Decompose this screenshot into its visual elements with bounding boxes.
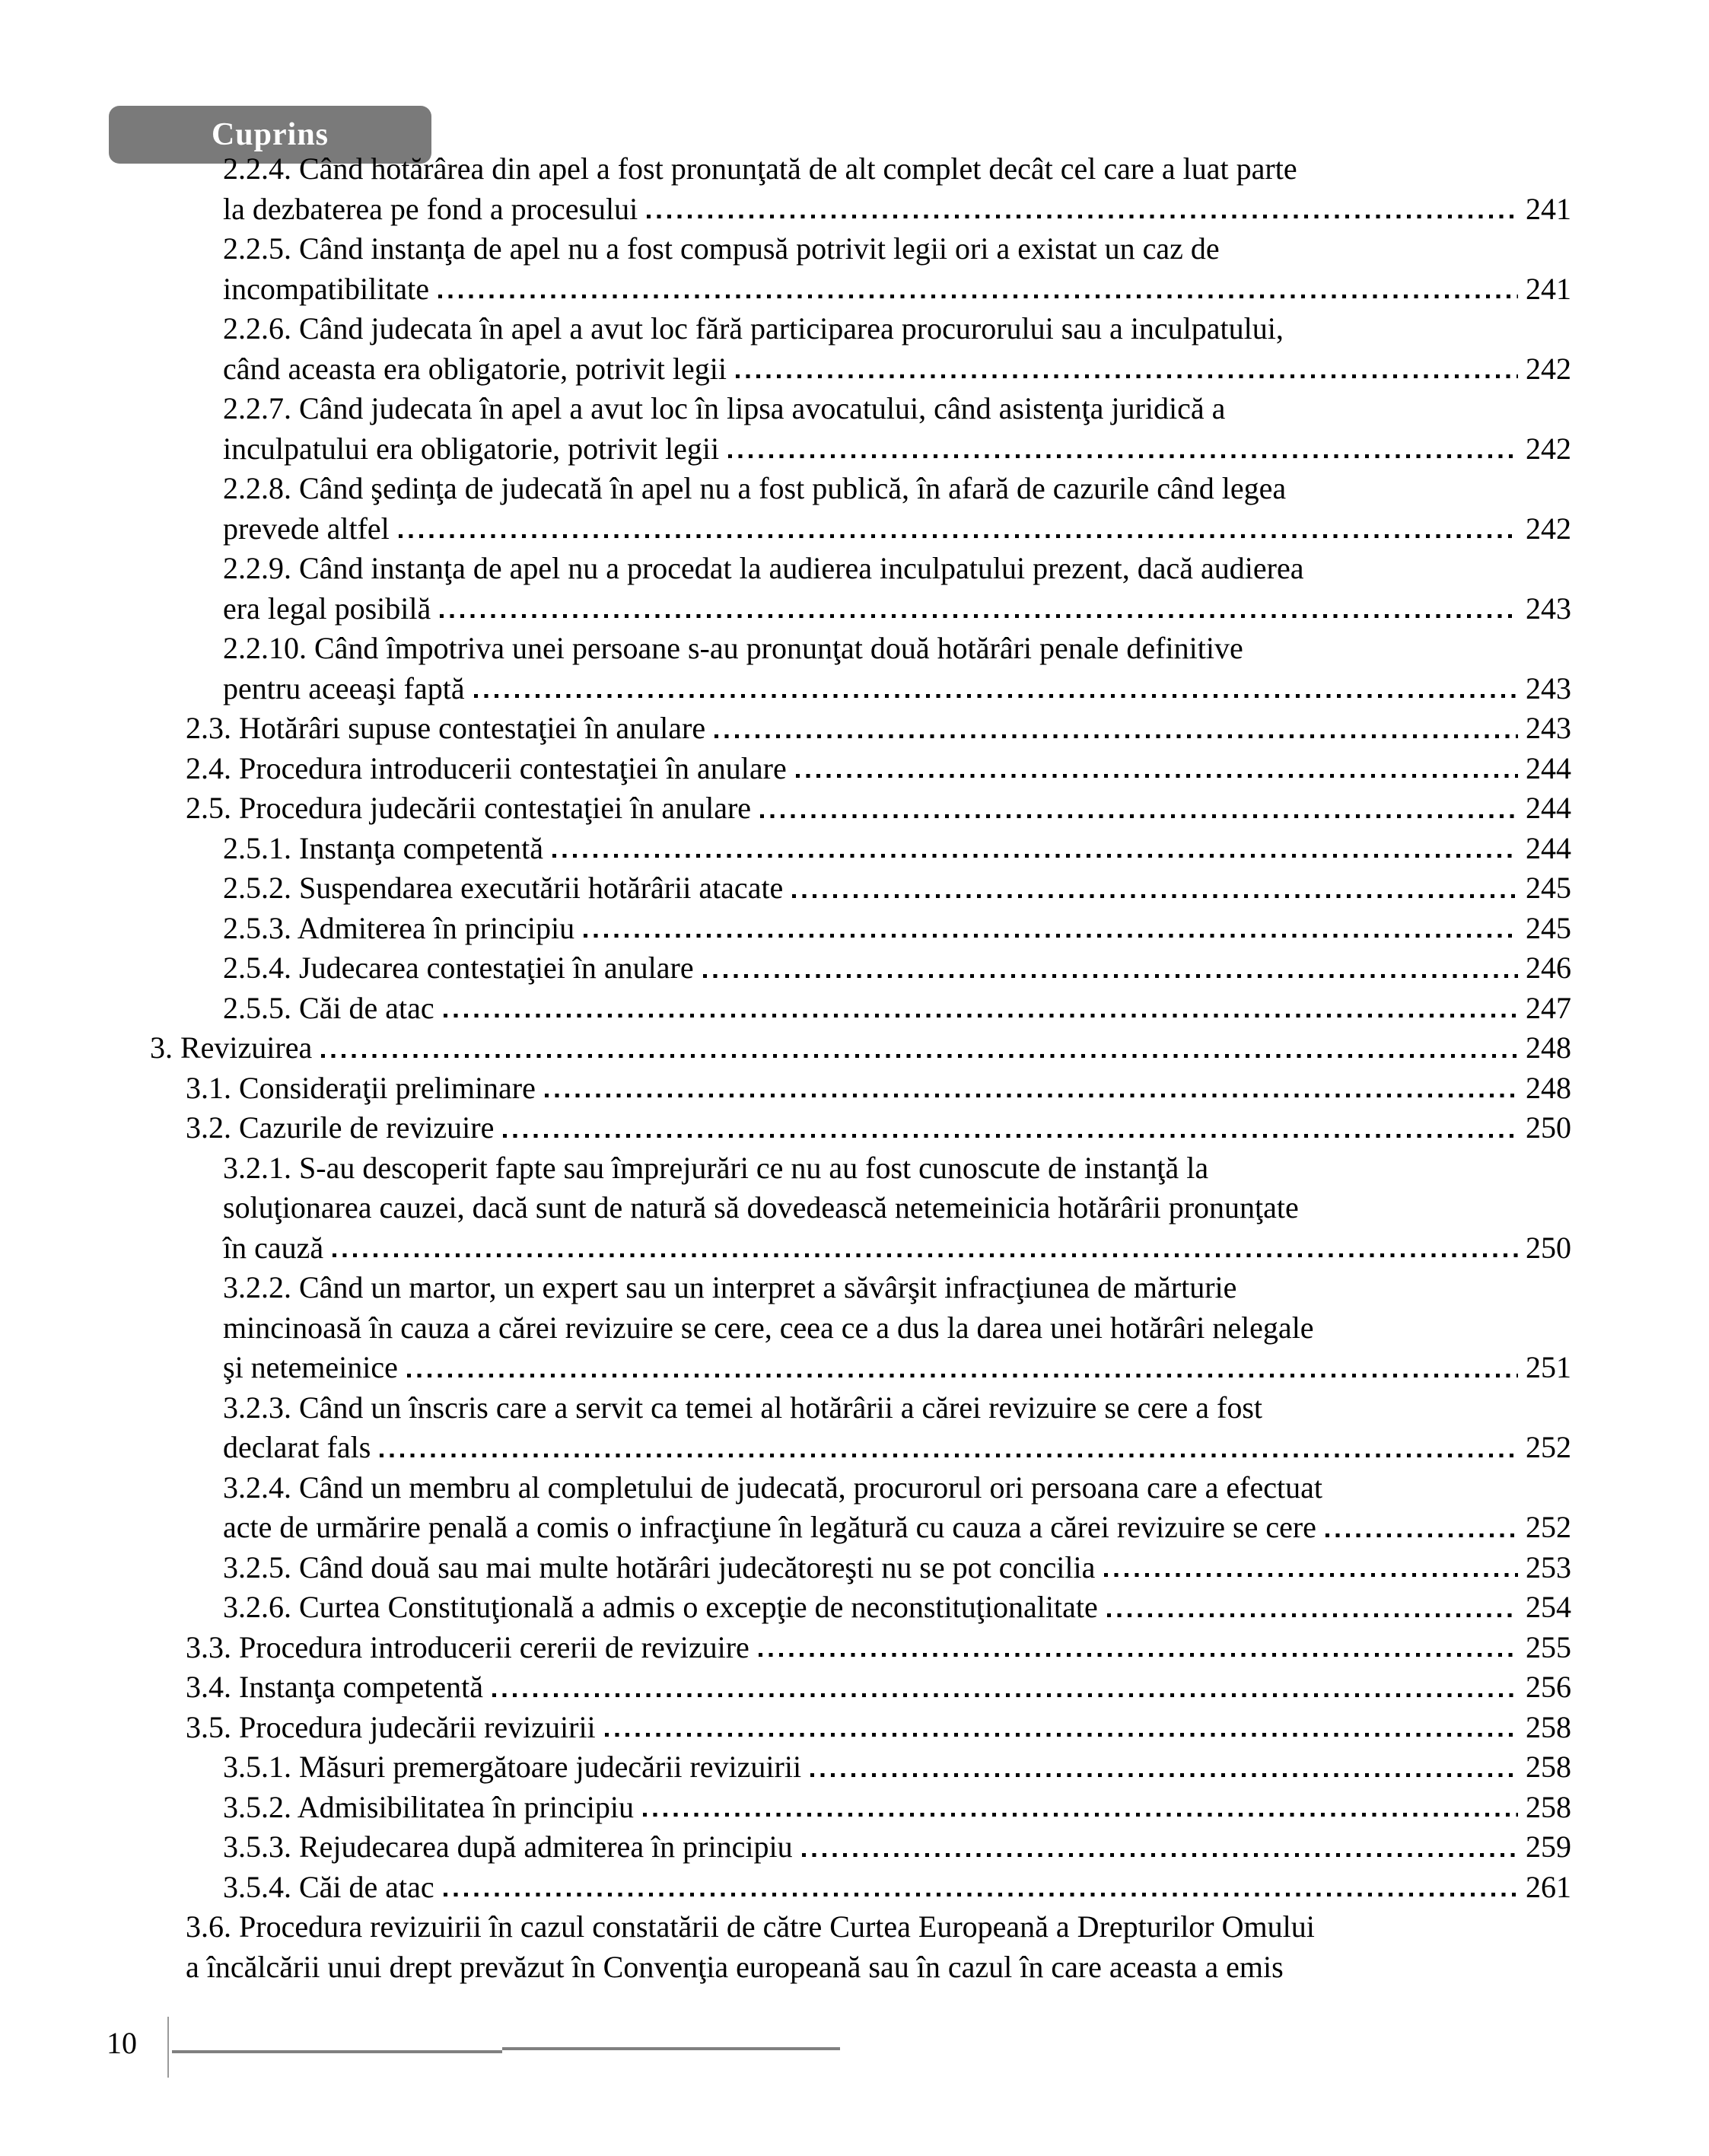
footer-page-number: 10 — [107, 2026, 137, 2060]
dot-leader — [714, 734, 1518, 738]
toc-line — [150, 1188, 1571, 1228]
toc-line — [150, 549, 1571, 589]
dot-leader — [545, 1094, 1518, 1097]
toc-page-number: 244 — [1526, 830, 1571, 865]
toc-line — [150, 1148, 1571, 1189]
toc-page-number: 248 — [1526, 1070, 1571, 1105]
toc-page-number: 242 — [1526, 511, 1571, 546]
toc-entry-text: 2.5. Procedura judecării contestaţiei în anulare — [186, 791, 752, 825]
toc-page-number: 253 — [1526, 1549, 1571, 1584]
toc-line — [150, 1907, 1571, 1947]
toc-page-number: 247 — [1526, 990, 1571, 1025]
toc-page-number: 246 — [1526, 951, 1571, 985]
toc-page-number: 261 — [1526, 1869, 1571, 1904]
toc-page-number: 258 — [1526, 1709, 1571, 1744]
toc-entry-text: 3.2.3. Când un înscris care a servit ca temei al hotărârii a cărei revizuire se cere a fost — [223, 1390, 1263, 1425]
toc-line — [150, 389, 1571, 429]
dot-leader — [1104, 1573, 1518, 1577]
footer-rule-horizontal-left — [172, 2050, 502, 2053]
toc-line — [150, 469, 1571, 509]
toc-entry-text: 3.5.4. Căi de atac — [223, 1869, 434, 1904]
toc-entry-text: 2.5.1. Instanţa competentă — [223, 830, 543, 865]
toc-line — [150, 788, 1571, 829]
toc-line — [150, 909, 1571, 949]
toc-line — [150, 1508, 1571, 1548]
toc-entry-text: 2.5.3. Admiterea în principiu — [223, 910, 575, 945]
dot-leader — [474, 694, 1518, 698]
toc-line — [150, 948, 1571, 989]
toc-entry-text: la dezbaterea pe fond a procesului — [223, 191, 638, 226]
toc-page-number: 243 — [1526, 591, 1571, 626]
toc-entry-text: 2.2.7. Când judecata în apel a avut loc în lipsa avocatului, când asistenţa juridică a — [223, 391, 1226, 425]
toc-entry-text: 3.5.2. Admisibilitatea în principiu — [223, 1789, 634, 1824]
toc-line — [150, 1667, 1571, 1708]
dot-leader — [333, 1253, 1518, 1257]
dot-leader — [703, 974, 1518, 978]
dot-leader — [440, 614, 1518, 618]
toc-line — [150, 1108, 1571, 1148]
toc-entry-text: 3.2.5. Când două sau mai multe hotărâri judecătoreşti nu se pot concilia — [223, 1549, 1096, 1584]
toc-entry-text: 3.5.3. Rejudecarea după admiterea în principiu — [223, 1830, 793, 1864]
toc-page-number: 255 — [1526, 1629, 1571, 1664]
dot-leader — [380, 1454, 1518, 1457]
toc-entry-text: 3.4. Instanţa competentă — [186, 1670, 483, 1704]
footer-rule-horizontal-right — [502, 2047, 840, 2050]
toc-page-number: 241 — [1526, 191, 1571, 226]
toc-page-number: 248 — [1526, 1030, 1571, 1065]
footer-rule-vertical — [167, 2017, 169, 2078]
dot-leader — [492, 1693, 1518, 1697]
toc-line — [150, 1268, 1571, 1308]
toc-entry-text: 2.2.6. Când judecata în apel a avut loc fără participarea procurorului sau a inculpatului, — [223, 311, 1284, 346]
dot-leader — [759, 1653, 1518, 1657]
toc-line — [150, 1588, 1571, 1628]
toc-page-number: 242 — [1526, 431, 1571, 466]
dot-leader — [792, 894, 1518, 898]
toc-line — [150, 429, 1571, 470]
dot-leader — [1107, 1613, 1518, 1617]
table-of-contents — [150, 149, 1571, 1987]
dot-leader — [796, 774, 1518, 778]
toc-entry-text: 3.2.2. Când un martor, un expert sau un interpret a săvârşit infracţiunea de mărturie — [223, 1270, 1237, 1304]
toc-entry-text: declarat fals — [223, 1430, 371, 1464]
toc-line — [150, 229, 1571, 269]
dot-leader — [647, 215, 1518, 218]
toc-line — [150, 1708, 1571, 1748]
toc-page-number: 243 — [1526, 711, 1571, 745]
toc-entry-text: 3.1. Consideraţii preliminare — [186, 1070, 536, 1105]
dot-leader — [810, 1773, 1518, 1777]
toc-entry-text: 2.2.4. Când hotărârea din apel a fost pronunţată de alt complet decât cel care a luat parte — [223, 151, 1297, 186]
dot-leader — [444, 1014, 1518, 1017]
toc-entry-text: 3.2.6. Curtea Constituţională a admis o excepţie de neconstituţionalitate — [223, 1590, 1098, 1624]
toc-line — [150, 509, 1571, 549]
dot-leader — [503, 1134, 1518, 1138]
toc-line — [150, 1028, 1571, 1068]
toc-line — [150, 1868, 1571, 1908]
toc-entry-text: 2.5.4. Judecarea contestaţiei în anulare — [223, 951, 694, 985]
toc-page-number: 252 — [1526, 1430, 1571, 1464]
toc-line — [150, 349, 1571, 390]
toc-entry-text: 3.2.4. Când un membru al completului de judecată, procurorul ori persoana care a efectuat — [223, 1470, 1322, 1505]
toc-page-number: 250 — [1526, 1230, 1571, 1265]
dot-leader — [407, 1374, 1518, 1377]
toc-page-number: 250 — [1526, 1110, 1571, 1145]
toc-entry-text: 2.5.2. Suspendarea executării hotărârii atacate — [223, 871, 784, 905]
toc-entry-text: soluţionarea cauzei, dacă sunt de natură să dovedească netemeinicia hotărârii pronunţate — [223, 1190, 1299, 1224]
toc-line — [150, 189, 1571, 230]
toc-line — [150, 1428, 1571, 1468]
dot-leader — [438, 295, 1518, 298]
toc-entry-text: era legal posibilă — [223, 591, 431, 626]
toc-entry-text: 3.6. Procedura revizuirii în cazul constatării de către Curtea Europeană a Drepturilor Omului — [186, 1909, 1315, 1944]
dot-leader — [399, 534, 1518, 538]
dot-leader — [728, 454, 1518, 458]
toc-entry-text: incompatibilitate — [223, 271, 430, 306]
toc-entry-text: pentru aceeaşi faptă — [223, 670, 465, 705]
dot-leader — [643, 1813, 1518, 1817]
dot-leader — [444, 1893, 1518, 1896]
toc-page-number: 243 — [1526, 670, 1571, 705]
toc-entry-text: a încălcării unui drept prevăzut în Convenţia europeană sau în cazul în care aceasta a emis — [186, 1949, 1284, 1984]
toc-entry-text: 2.2.8. Când şedinţa de judecată în apel nu a fost publică, în afară de cazurile când legea — [223, 471, 1287, 505]
toc-line — [150, 309, 1571, 349]
toc-line — [150, 1548, 1571, 1588]
toc-line — [150, 868, 1571, 909]
toc-entry-text: acte de urmărire penală a comis o infracţiune în legătură cu cauza a cărei revizuire se cere — [223, 1510, 1316, 1544]
toc-line — [150, 149, 1571, 189]
toc-line — [150, 1628, 1571, 1668]
toc-page-number: 256 — [1526, 1670, 1571, 1704]
dot-leader — [605, 1733, 1518, 1737]
toc-entry-text: 3.5.1. Măsuri premergătoare judecării revizuirii — [223, 1750, 802, 1784]
toc-line — [150, 1827, 1571, 1868]
toc-line — [150, 269, 1571, 310]
toc-entry-text: 3.3. Procedura introducerii cererii de revizuire — [186, 1629, 749, 1664]
toc-entry-text: mincinoasă în cauza a cărei revizuire se cere, ceea ce a dus la darea unei hotărâri nelegale — [223, 1310, 1314, 1345]
toc-line — [150, 749, 1571, 789]
dot-leader — [736, 374, 1518, 378]
dot-leader — [552, 854, 1518, 858]
toc-line — [150, 1068, 1571, 1109]
toc-line — [150, 589, 1571, 629]
toc-entry-text: 3.2.1. S-au descoperit fapte sau împrejurări ce nu au fost cunoscute de instanţă la — [223, 1150, 1209, 1185]
toc-entry-text: 2.4. Procedura introducerii contestaţiei în anulare — [186, 750, 787, 785]
toc-page-number: 252 — [1526, 1510, 1571, 1544]
toc-page-number: 258 — [1526, 1750, 1571, 1784]
toc-line — [150, 629, 1571, 669]
toc-line — [150, 1468, 1571, 1508]
toc-entry-text: 2.2.9. Când instanţa de apel nu a procedat la audierea inculpatului prezent, dacă audierea — [223, 551, 1304, 585]
toc-page-number: 254 — [1526, 1590, 1571, 1624]
toc-page-number: 259 — [1526, 1830, 1571, 1864]
toc-line — [150, 1228, 1571, 1269]
dot-leader — [1326, 1533, 1518, 1537]
toc-entry-text: şi netemeinice — [223, 1350, 398, 1384]
toc-line — [150, 669, 1571, 709]
toc-entry-text: 2.5.5. Căi de atac — [223, 990, 434, 1025]
toc-page-number: 244 — [1526, 750, 1571, 785]
toc-entry-text: 2.3. Hotărâri supuse contestaţiei în anulare — [186, 711, 706, 745]
toc-line — [150, 1348, 1571, 1388]
toc-entry-text: 3.2. Cazurile de revizuire — [186, 1110, 495, 1145]
toc-page-number: 245 — [1526, 910, 1571, 945]
toc-entry-text: 3. Revizuirea — [150, 1030, 313, 1065]
dot-leader — [802, 1853, 1518, 1857]
toc-entry-text: 2.2.5. Când instanţa de apel nu a fost compusă potrivit legii ori a existat un caz de — [223, 231, 1220, 266]
toc-line — [150, 989, 1571, 1029]
toc-page-number: 258 — [1526, 1789, 1571, 1824]
toc-entry-text: prevede altfel — [223, 511, 390, 546]
toc-entry-text: în cauză — [223, 1230, 324, 1265]
toc-line — [150, 829, 1571, 869]
toc-entry-text: inculpatului era obligatorie, potrivit legii — [223, 431, 720, 466]
contents-header-label: Cuprins — [211, 117, 329, 152]
toc-line — [150, 1747, 1571, 1788]
toc-line — [150, 709, 1571, 749]
dot-leader — [321, 1054, 1518, 1058]
toc-line — [150, 1308, 1571, 1349]
toc-line — [150, 1388, 1571, 1428]
toc-page-number: 241 — [1526, 271, 1571, 306]
toc-page-number: 251 — [1526, 1350, 1571, 1384]
toc-entry-text: 3.5. Procedura judecării revizuirii — [186, 1709, 596, 1744]
dot-leader — [760, 814, 1518, 818]
toc-entry-text: când aceasta era obligatorie, potrivit legii — [223, 351, 727, 386]
toc-page-number: 242 — [1526, 351, 1571, 386]
toc-line — [150, 1947, 1571, 1988]
toc-page-number: 245 — [1526, 871, 1571, 905]
dot-leader — [584, 934, 1518, 938]
toc-page-number: 244 — [1526, 791, 1571, 825]
toc-line — [150, 1788, 1571, 1828]
toc-entry-text: 2.2.10. Când împotriva unei persoane s-au pronunţat două hotărâri penale definitive — [223, 631, 1243, 665]
